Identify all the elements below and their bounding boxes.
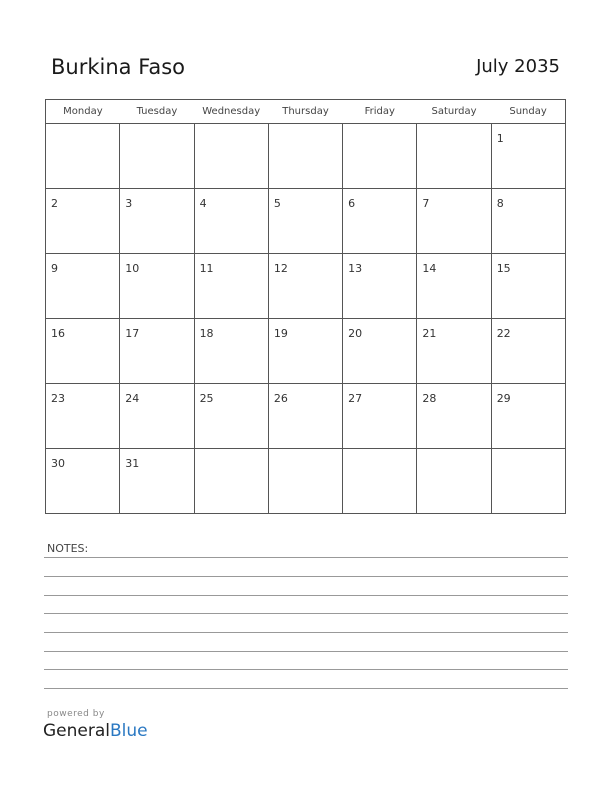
calendar-day-cell bbox=[343, 384, 417, 449]
calendar-day-cell bbox=[120, 449, 194, 514]
weekday-header-row bbox=[46, 100, 566, 124]
day-number: 11 bbox=[199, 262, 214, 275]
calendar-day-cell bbox=[46, 189, 120, 254]
day-number: 18 bbox=[199, 327, 214, 340]
calendar-day-cell bbox=[417, 319, 491, 384]
calendar-day-cell bbox=[194, 384, 268, 449]
day-number: 13 bbox=[348, 262, 363, 275]
calendar-day-cell bbox=[120, 254, 194, 319]
calendar-day-cell bbox=[268, 319, 342, 384]
day-number bbox=[343, 449, 416, 457]
day-number: 23 bbox=[51, 392, 65, 405]
weekday-header: Wednesday bbox=[194, 100, 268, 124]
day-number: 10 bbox=[125, 262, 140, 275]
calendar-grid bbox=[45, 99, 566, 514]
day-number: 6 bbox=[348, 197, 356, 210]
day-number: 5 bbox=[273, 197, 281, 210]
calendar-day-cell bbox=[120, 189, 194, 254]
calendar-week-row bbox=[46, 384, 566, 449]
calendar-day-cell bbox=[194, 124, 268, 189]
calendar-day-cell bbox=[268, 254, 342, 319]
weekday-header: Thursday bbox=[268, 100, 342, 124]
day-number: 22 bbox=[496, 327, 511, 340]
calendar-day-cell bbox=[417, 189, 491, 254]
notes-line bbox=[44, 613, 568, 614]
calendar-day-cell bbox=[46, 319, 120, 384]
day-number: 28 bbox=[422, 392, 437, 405]
notes-line bbox=[44, 576, 568, 577]
calendar-week-row bbox=[46, 319, 566, 384]
day-number: 12 bbox=[273, 262, 288, 275]
day-number: 16 bbox=[51, 327, 65, 340]
notes-line bbox=[44, 557, 568, 558]
calendar-day-cell bbox=[120, 124, 194, 189]
calendar-day-cell bbox=[417, 124, 491, 189]
calendar-day-cell bbox=[120, 319, 194, 384]
calendar-day-cell bbox=[417, 254, 491, 319]
calendar-week-row bbox=[46, 189, 566, 254]
calendar-day-cell bbox=[343, 449, 417, 514]
calendar-day-cell bbox=[417, 384, 491, 449]
day-number bbox=[417, 124, 490, 132]
day-number: 26 bbox=[273, 392, 288, 405]
calendar-day-cell bbox=[491, 254, 565, 319]
day-number: 4 bbox=[199, 197, 207, 210]
day-number: 14 bbox=[422, 262, 437, 275]
calendar-day-cell bbox=[268, 124, 342, 189]
calendar-day-cell bbox=[194, 449, 268, 514]
weekday-header: Tuesday bbox=[120, 100, 194, 124]
calendar-day-cell bbox=[46, 449, 120, 514]
calendar-day-cell bbox=[417, 449, 491, 514]
notes-label: NOTES: bbox=[47, 542, 89, 555]
calendar-day-cell bbox=[491, 124, 565, 189]
notes-line bbox=[44, 632, 568, 633]
calendar-week-row bbox=[46, 449, 566, 514]
day-number: 2 bbox=[51, 197, 58, 210]
day-number: 25 bbox=[199, 392, 214, 405]
day-number bbox=[492, 449, 565, 457]
day-number: 8 bbox=[496, 197, 504, 210]
day-number: 31 bbox=[125, 457, 140, 470]
day-number bbox=[269, 124, 342, 132]
calendar-day-cell bbox=[491, 384, 565, 449]
notes-line bbox=[44, 669, 568, 670]
day-number bbox=[269, 449, 342, 457]
day-number bbox=[417, 449, 490, 457]
calendar-day-cell bbox=[268, 449, 342, 514]
calendar-day-cell bbox=[194, 254, 268, 319]
day-number: 3 bbox=[125, 197, 133, 210]
brand-blue: Blue bbox=[110, 721, 148, 741]
calendar-day-cell bbox=[343, 254, 417, 319]
calendar-day-cell bbox=[46, 384, 120, 449]
day-number bbox=[195, 449, 268, 457]
calendar-day-cell bbox=[268, 384, 342, 449]
notes-line bbox=[44, 595, 568, 596]
day-number: 9 bbox=[51, 262, 58, 275]
calendar-day-cell bbox=[491, 319, 565, 384]
day-number: 1 bbox=[496, 132, 504, 145]
calendar-month-year: July 2035 bbox=[476, 56, 560, 77]
day-number: 15 bbox=[496, 262, 511, 275]
weekday-header: Monday bbox=[46, 100, 120, 124]
calendar-day-cell bbox=[194, 319, 268, 384]
day-number: 19 bbox=[273, 327, 288, 340]
day-number: 27 bbox=[348, 392, 363, 405]
weekday-header: Saturday bbox=[417, 100, 491, 124]
calendar-day-cell bbox=[268, 189, 342, 254]
calendar-day-cell bbox=[491, 189, 565, 254]
day-number: 29 bbox=[496, 392, 511, 405]
calendar-day-cell bbox=[343, 189, 417, 254]
notes-line bbox=[44, 688, 568, 689]
calendar-week-row bbox=[46, 124, 566, 189]
day-number: 20 bbox=[348, 327, 363, 340]
day-number: 21 bbox=[422, 327, 437, 340]
day-number: 7 bbox=[422, 197, 430, 210]
day-number: 17 bbox=[125, 327, 140, 340]
calendar-day-cell bbox=[194, 189, 268, 254]
weekday-header: Friday bbox=[343, 100, 417, 124]
calendar-day-cell bbox=[343, 319, 417, 384]
day-number bbox=[46, 124, 119, 132]
powered-by-text: powered by bbox=[47, 709, 105, 719]
calendar-day-cell bbox=[46, 124, 120, 189]
calendar-day-cell bbox=[343, 124, 417, 189]
brand-general: General bbox=[43, 721, 110, 741]
calendar-day-cell bbox=[491, 449, 565, 514]
weekday-header: Sunday bbox=[491, 100, 565, 124]
day-number bbox=[343, 124, 416, 132]
day-number: 30 bbox=[51, 457, 65, 470]
notes-line bbox=[44, 651, 568, 652]
day-number bbox=[195, 124, 268, 132]
calendar-country-title: Burkina Faso bbox=[51, 55, 186, 79]
day-number: 24 bbox=[125, 392, 140, 405]
day-number bbox=[120, 124, 193, 132]
calendar-day-cell bbox=[46, 254, 120, 319]
calendar-week-row bbox=[46, 254, 566, 319]
calendar-day-cell bbox=[120, 384, 194, 449]
generalblue-logo bbox=[43, 721, 148, 741]
